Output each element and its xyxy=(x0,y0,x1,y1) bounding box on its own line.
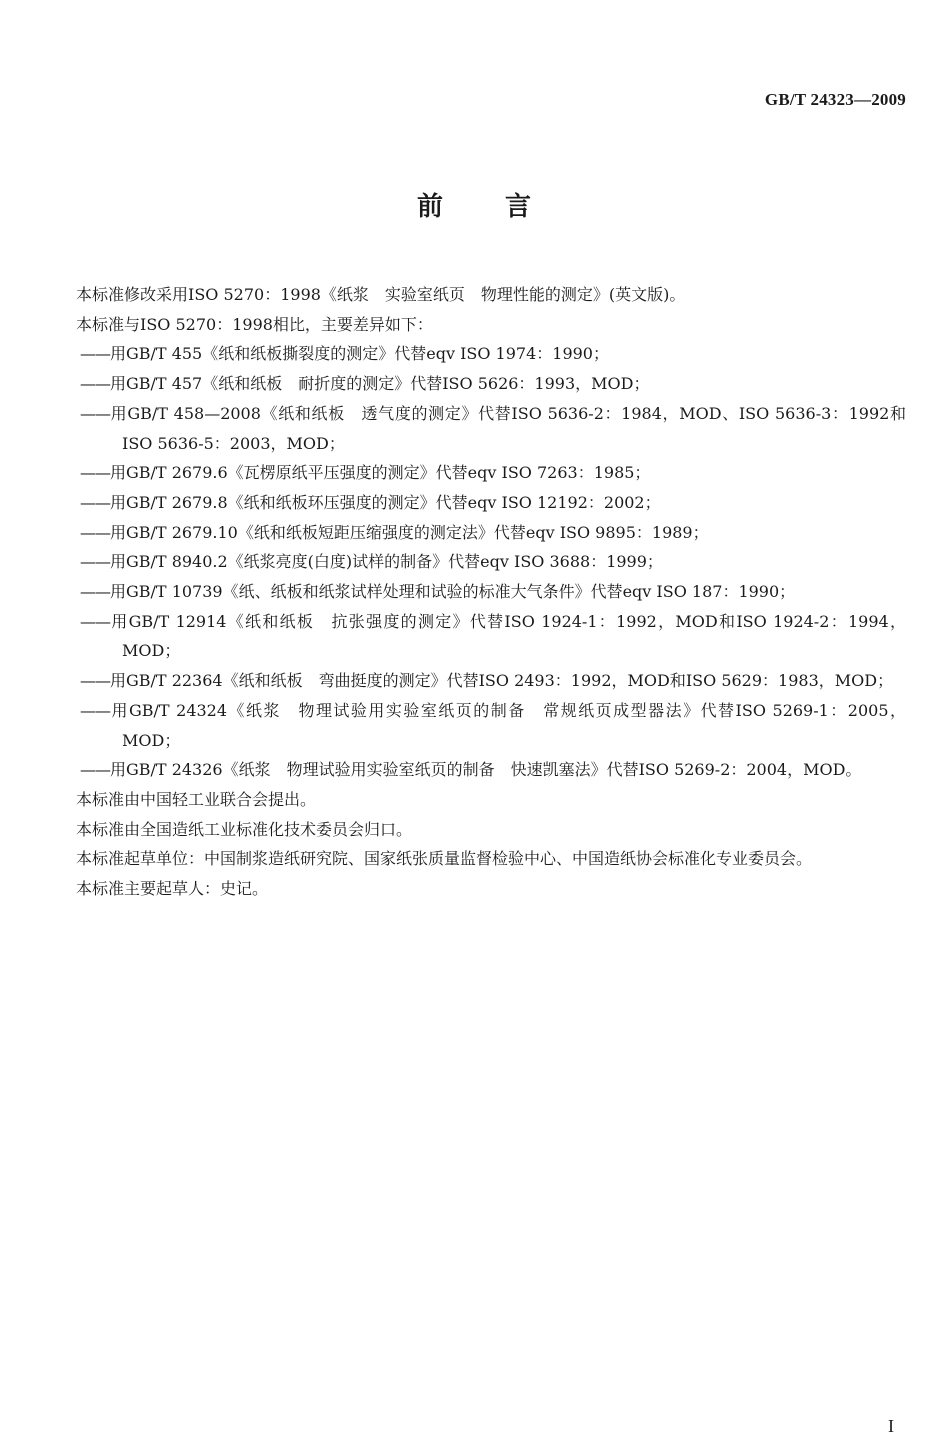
dash-bullet: —— xyxy=(80,403,110,423)
dash-bullet: —— xyxy=(80,463,110,483)
list-item-text: 用GB/T 8940.2《纸浆亮度(白度)试样的制备》代替eqv ISO 3688：1999； xyxy=(110,552,663,572)
committee-paragraph: 本标准由全国造纸工业标准化技术委员会归口。 xyxy=(76,819,413,839)
drafting-units-paragraph: 本标准起草单位：中国制浆造纸研究院、国家纸张质量监督检验中心、中国造纸协会标准化专业委员会。 xyxy=(76,849,813,869)
list-item xyxy=(44,399,906,458)
page-title xyxy=(0,186,950,223)
list-item-text: 用GB/T 455《纸和纸板撕裂度的测定》代替eqv ISO 1974：1990； xyxy=(110,344,609,364)
list-item xyxy=(44,696,906,755)
dash-bullet: —— xyxy=(80,671,110,691)
dash-bullet: —— xyxy=(80,552,110,572)
dash-bullet: —— xyxy=(80,374,110,394)
list-item xyxy=(44,488,906,518)
list-item-text: 用GB/T 2679.8《纸和纸板环压强度的测定》代替eqv ISO 12192：2002； xyxy=(110,492,661,512)
list-item-text: 用GB/T 2679.10《纸和纸板短距压缩强度的测定法》代替eqv ISO 9895：1989； xyxy=(110,522,709,542)
list-item xyxy=(44,547,906,577)
list-item xyxy=(44,577,906,607)
document-code: GB/T 24323—2009 xyxy=(764,90,906,109)
list-item xyxy=(44,755,906,785)
list-item xyxy=(44,666,906,696)
list-item-text: 用GB/T 12914《纸和纸板 抗张强度的测定》代替ISO 1924-1：1992，MOD和ISO 1924-2：1994，MOD； xyxy=(110,611,906,661)
dash-bullet: —— xyxy=(80,700,110,720)
list-item xyxy=(44,339,906,369)
list-item-text: 用GB/T 10739《纸、纸板和纸浆试样处理和试验的标准大气条件》代替eqv ISO 187：1990； xyxy=(110,582,796,602)
list-item-text: 用GB/T 24324《纸浆 物理试验用实验室纸页的制备 常规纸页成型器法》代替ISO 5269-1：2005，MOD； xyxy=(110,700,906,750)
intro-paragraph-1: 本标准修改采用ISO 5270：1998《纸浆 实验室纸页 物理性能的测定》(英文版)。 xyxy=(76,285,686,304)
dash-bullet: —— xyxy=(80,522,110,542)
dash-bullet: —— xyxy=(80,492,110,512)
dash-bullet: —— xyxy=(80,582,110,602)
intro-paragraph-2: 本标准与ISO 5270：1998相比，主要差异如下： xyxy=(76,314,433,334)
list-item-text: 用GB/T 458—2008《纸和纸板 透气度的测定》代替ISO 5636-2：1984，MOD、ISO 5636-3：1992和ISO 5636-5：2003，MOD； xyxy=(110,403,906,453)
list-item-text: 用GB/T 22364《纸和纸板 弯曲挺度的测定》代替ISO 2493：1992，MOD和ISO 5629：1983，MOD； xyxy=(110,671,894,691)
list-item xyxy=(44,607,906,666)
foreword-body xyxy=(44,280,906,904)
drafters-paragraph: 本标准主要起草人：史记。 xyxy=(76,879,269,899)
title-char-2: 言 xyxy=(505,192,534,222)
dash-bullet: —— xyxy=(80,760,110,780)
title-char-1: 前 xyxy=(416,192,445,222)
differences-list xyxy=(44,339,906,785)
list-item xyxy=(44,518,906,548)
list-item xyxy=(44,369,906,399)
dash-bullet: —— xyxy=(80,344,110,364)
list-item xyxy=(44,458,906,488)
list-item-text: 用GB/T 2679.6《瓦楞原纸平压强度的测定》代替eqv ISO 7263：1985； xyxy=(110,463,651,483)
list-item-text: 用GB/T 24326《纸浆 物理试验用实验室纸页的制备 快速凯塞法》代替ISO 5269-2：2004，MOD。 xyxy=(110,760,862,780)
proposer-paragraph: 本标准由中国轻工业联合会提出。 xyxy=(76,789,317,809)
page-number: I xyxy=(888,1416,894,1436)
dash-bullet: —— xyxy=(80,611,110,631)
list-item-text: 用GB/T 457《纸和纸板 耐折度的测定》代替ISO 5626：1993，MOD； xyxy=(110,374,650,394)
